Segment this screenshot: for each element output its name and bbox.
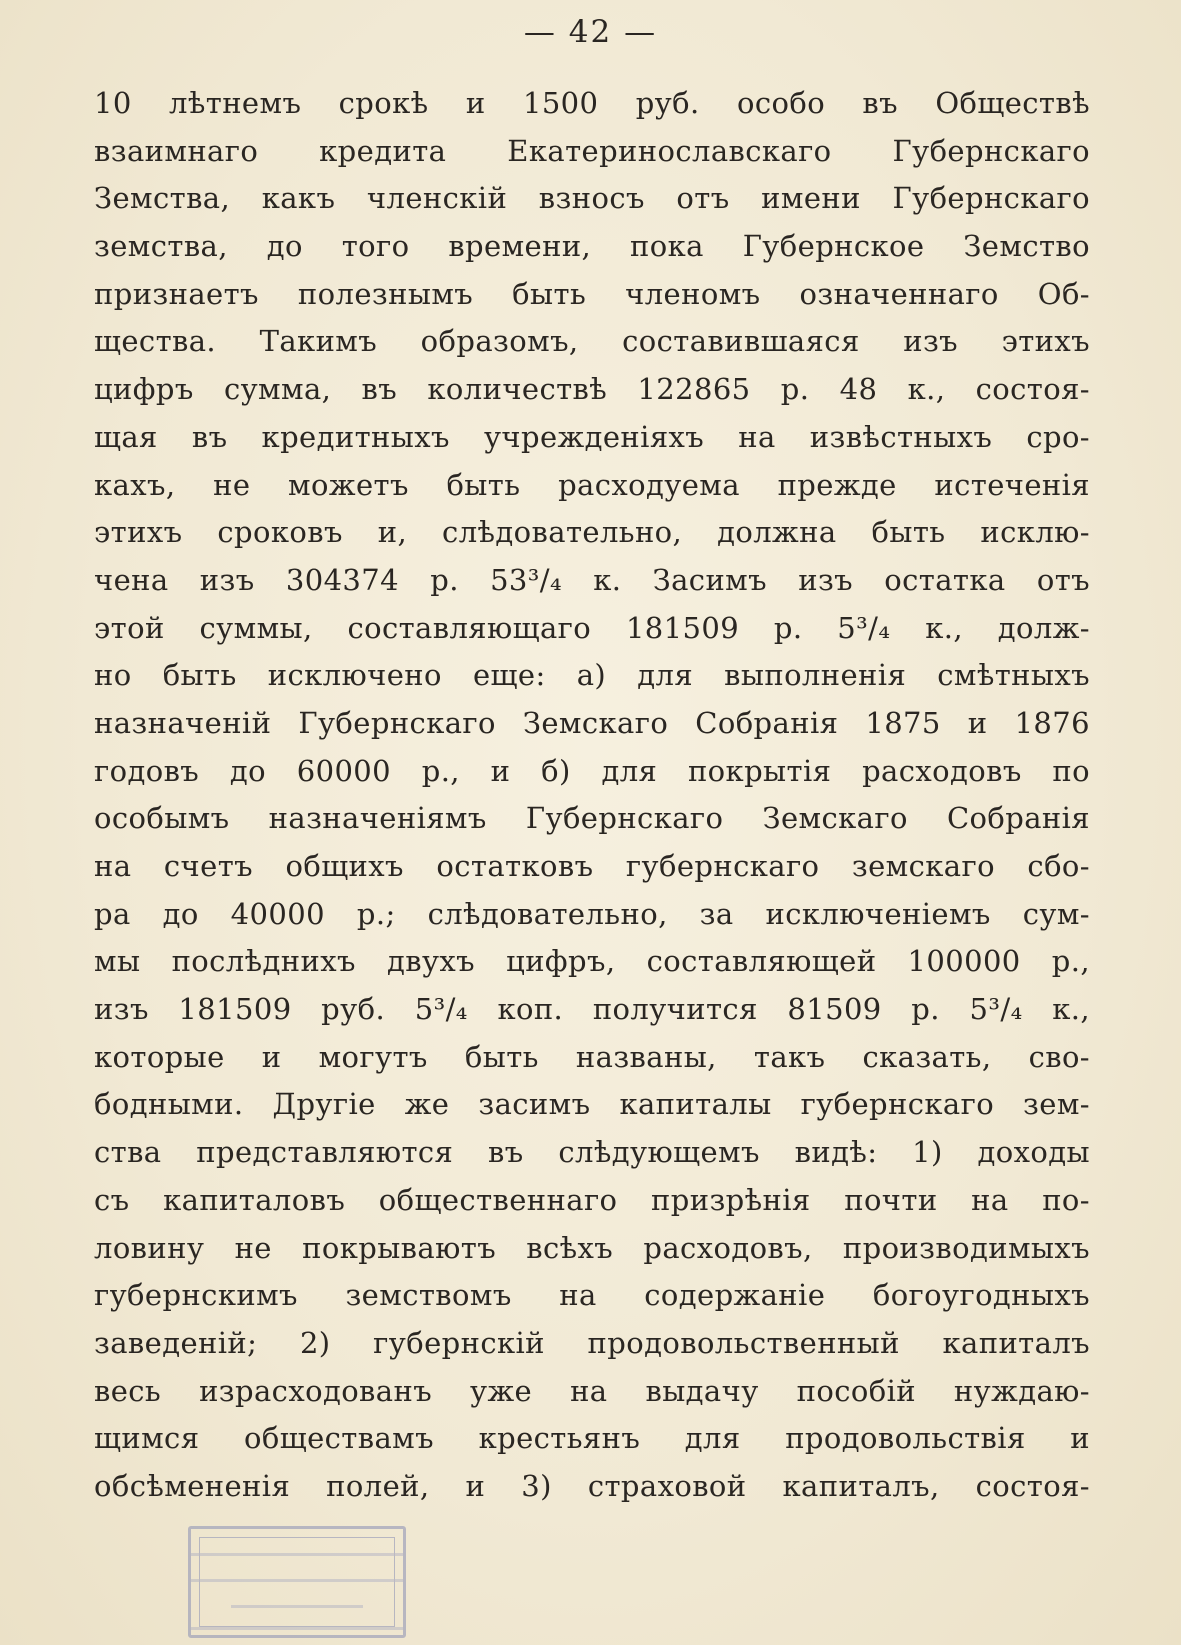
text-line: ловину не покрываютъ всѣхъ расходовъ, производимыхъ bbox=[94, 1230, 1090, 1265]
text-line: весь израсходованъ уже на выдачу пособій нуждаю- bbox=[94, 1373, 1090, 1408]
text-line: признаетъ полезнымъ быть членомъ означеннаго Об- bbox=[94, 276, 1090, 311]
text-line: кахъ, не можетъ быть расходуема прежде истеченія bbox=[94, 467, 1090, 502]
text-line: щимся обществамъ крестьянъ для продовольствія и bbox=[94, 1421, 1090, 1456]
text-line: ра до 40000 р.; слѣдовательно, за исключеніемъ сум- bbox=[94, 896, 1090, 931]
page-number: — 42 — bbox=[523, 14, 658, 50]
text-line: на счетъ общихъ остатковъ губернскаго земскаго сбо- bbox=[94, 849, 1090, 883]
text-line: годовъ до 60000 р., и б) для покрытія расходовъ по bbox=[94, 753, 1090, 788]
text-line: этихъ сроковъ и, слѣдовательно, должна быть исклю- bbox=[94, 515, 1090, 550]
text-line: щества. Такимъ образомъ, составившаяся изъ этихъ bbox=[94, 324, 1090, 359]
text-line: этой суммы, составляющаго 181509 р. 5³/₄ к., долж- bbox=[94, 610, 1090, 645]
text-line: изъ 181509 руб. 5³/₄ коп. получится 81509 р. 5³/₄ к., bbox=[94, 992, 1090, 1027]
text-line: 10 лѣтнемъ срокѣ и 1500 руб. особо въ Обществѣ bbox=[94, 86, 1090, 120]
text-line: губернскимъ земствомъ на содержаніе богоугодныхъ bbox=[94, 1278, 1090, 1313]
text-line: Земства, какъ членскій взносъ отъ имени Губернскаго bbox=[94, 181, 1090, 216]
body-text bbox=[94, 80, 1090, 1511]
text-line: съ капиталовъ общественнаго призрѣнія почти на по- bbox=[94, 1182, 1090, 1217]
text-line: ства представляются въ слѣдующемъ видѣ: 1) доходы bbox=[94, 1135, 1090, 1170]
text-line: но быть исключено еще: а) для выполненія смѣтныхъ bbox=[94, 658, 1090, 693]
text-line: которые и могутъ быть названы, такъ сказать, сво- bbox=[94, 1039, 1090, 1074]
text-line: цифръ сумма, въ количествѣ 122865 р. 48 к., состоя- bbox=[94, 372, 1090, 407]
text-line: обсѣмененія полей, и 3) страховой капиталъ, состоя- bbox=[94, 1468, 1090, 1503]
stamp-inner-border bbox=[199, 1537, 395, 1627]
text-line: заведеній; 2) губернскій продовольственный капиталъ bbox=[94, 1325, 1090, 1360]
text-line: бодными. Другіе же засимъ капиталы губернскаго зем- bbox=[94, 1087, 1090, 1122]
library-stamp bbox=[188, 1526, 406, 1638]
stamp-text-line bbox=[191, 1627, 403, 1630]
stamp-text-line bbox=[191, 1553, 403, 1556]
text-line: чена изъ 304374 р. 53³/₄ к. Засимъ изъ остатка отъ bbox=[94, 562, 1090, 597]
text-line: земства, до того времени, пока Губернское Земство bbox=[94, 229, 1090, 264]
text-line: особымъ назначеніямъ Губернскаго Земскаго Собранія bbox=[94, 801, 1090, 836]
text-line: мы послѣднихъ двухъ цифръ, составляющей 100000 р., bbox=[94, 944, 1090, 979]
text-line: взаимнаго кредита Екатеринославскаго Губернскаго bbox=[94, 133, 1090, 168]
stamp-text-line bbox=[191, 1579, 403, 1582]
text-line: назначеній Губернскаго Земскаго Собранія 1875 и 1876 bbox=[94, 705, 1090, 740]
stamp-text-line bbox=[231, 1605, 363, 1608]
text-line: щая въ кредитныхъ учрежденіяхъ на извѣстныхъ сро- bbox=[94, 419, 1090, 454]
